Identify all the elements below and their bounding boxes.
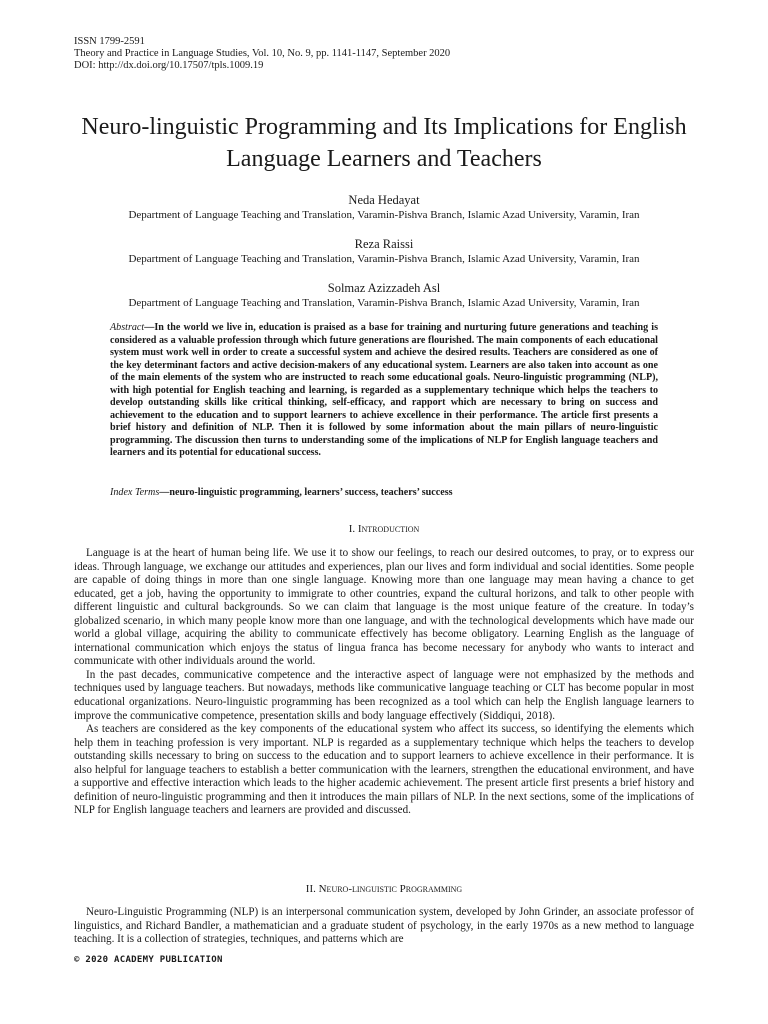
body-paragraph: Language is at the heart of human being life. We use it to show our feelings, to reach our desired outcomes, to pray, or to express our ideas. Through language, we exchange our attitudes and experiences, plan our lives and form individual and social identities. Some people are capable of doing things in more than one single language. Knowing more than one language may mean having a chance to get educated, get a job, having the opportunity to immigrate to other countries, expand the cultural horizons, and talk to other people with different linguistic and cultural backgrounds. So we can claim that language is the most unique feature of the creature. In today’s globalized scenario, in which many people know more than one language, and with the technological developments which have made our world a global village, acquiring the ability to communicate effectively has become obligatory. Learning English as the language of international communication which enjoys the status of lingua franca has become necessary for anybody who wants to interact and communicate with other individuals around the world. (74, 547, 694, 668)
index-terms-dash: — (159, 487, 170, 498)
section-title: Neuro-linguistic Programming (318, 883, 463, 895)
section-title: Introduction (357, 523, 420, 535)
author-name: Neda Hedayat (348, 193, 420, 207)
issn: ISSN 1799-2591 (74, 36, 145, 47)
paper-title: Neuro-linguistic Programming and Its Implications for English Language Learners and Teachers (81, 114, 687, 172)
section-body-introduction (74, 547, 694, 818)
author-block (40, 237, 728, 266)
journal-header (74, 36, 450, 72)
abstract-label: Abstract (110, 322, 145, 333)
section-body-nlp (74, 906, 694, 947)
doi-link[interactable]: DOI: http://dx.doi.org/10.17507/tpls.1009.19 (74, 60, 264, 71)
journal-citation: Theory and Practice in Language Studies, Vol. 10, No. 9, pp. 1141-1147, September 2020 (74, 48, 451, 59)
section-numeral: II. (305, 883, 316, 895)
section-numeral: I. (348, 523, 356, 535)
author-list (40, 193, 728, 325)
body-paragraph: Neuro-Linguistic Programming (NLP) is an interpersonal communication system, developed by John Grinder, an associate professor of linguistics, and Richard Bandler, a mathematician and a graduate student of psychology, in the early 1970s as a new method to language teaching. It is a collection of strategies, techniques, and patterns which are (74, 906, 694, 946)
section-heading (40, 522, 728, 536)
index-terms-label: Index Terms (110, 487, 160, 498)
body-paragraph: In the past decades, communicative competence and the interactive aspect of language were not emphasized by the methods and techniques used by language teachers. But nowadays, methods like communicative language teaching or CLT has become popular in most educational organizations. Neuro-linguistic programming has been recognized as a tool which can help the English language learners to improve the communicative competence, presentation skills and body language effectively (Siddiqui, 2018). (74, 668, 694, 722)
abstract-dash: — (144, 322, 155, 333)
author-block (40, 281, 728, 310)
copyright-footer: © 2020 ACADEMY PUBLICATION (74, 955, 223, 965)
author-name: Solmaz Azizzadeh Asl (327, 281, 441, 295)
author-affiliation: Department of Language Teaching and Translation, Varamin-Pishva Branch, Islamic Azad University, Varamin, Iran (128, 297, 640, 309)
author-affiliation: Department of Language Teaching and Translation, Varamin-Pishva Branch, Islamic Azad University, Varamin, Iran (128, 253, 640, 265)
index-terms-text: neuro-linguistic programming, learners’ success, teachers’ success (169, 487, 453, 498)
author-name: Reza Raissi (354, 237, 414, 251)
author-block (40, 193, 728, 222)
index-terms (110, 486, 658, 499)
abstract-text: In the world we live in, education is praised as a base for training and nurturing future generations and teaching is considered as a valuable profession through which future generations are flourished. The main components of each educational system must work well in order to create a successful system and achieve the desired results. Teachers are considered as one of the key determinant factors and active decision-makers of any educational system. Learners are also taken into account as one of the main elements of the system who are instructed to reach some educational goals. Neuro-linguistic programming (NLP), with high potential for English teaching and learning, is regarded as a supplementary technique which helps the teachers to develop outstanding skills like critical thinking, self-efficacy, and rapport which are necessary to bring on success and achievement to the education and to support learners to achieve excellence in their performance. The article first presents a brief history and definition of NLP. Then it is followed by some information about the main pillars of neuro-linguistic programming. The discussion then turns to understanding some of the implications of NLP for English language teachers and learners and its potential for educational success. (110, 322, 658, 459)
abstract (110, 322, 658, 460)
body-paragraph: As teachers are considered as the key components of the educational system who affect its success, so identifying the elements which help them in teaching profession is very important. NLP is regarded as a supplementary technique which helps the teachers to develop outstanding skills necessary to bring on success to the education and to support learners to achieve excellence in their performance. It is also helpful for language teachers to establish a better communication with the learners, strengthen the educational environment, and have a supportive and effective interaction which leads to the higher academic achievement. The present article first presents a brief history and definition of neuro-linguistic programming and then it introduces the main pillars of NLP. In the next sections, some of the implications of NLP for English language teachers and learners are provided and discussed. (74, 723, 694, 817)
section-heading (40, 882, 728, 896)
author-affiliation: Department of Language Teaching and Translation, Varamin-Pishva Branch, Islamic Azad University, Varamin, Iran (128, 209, 640, 221)
